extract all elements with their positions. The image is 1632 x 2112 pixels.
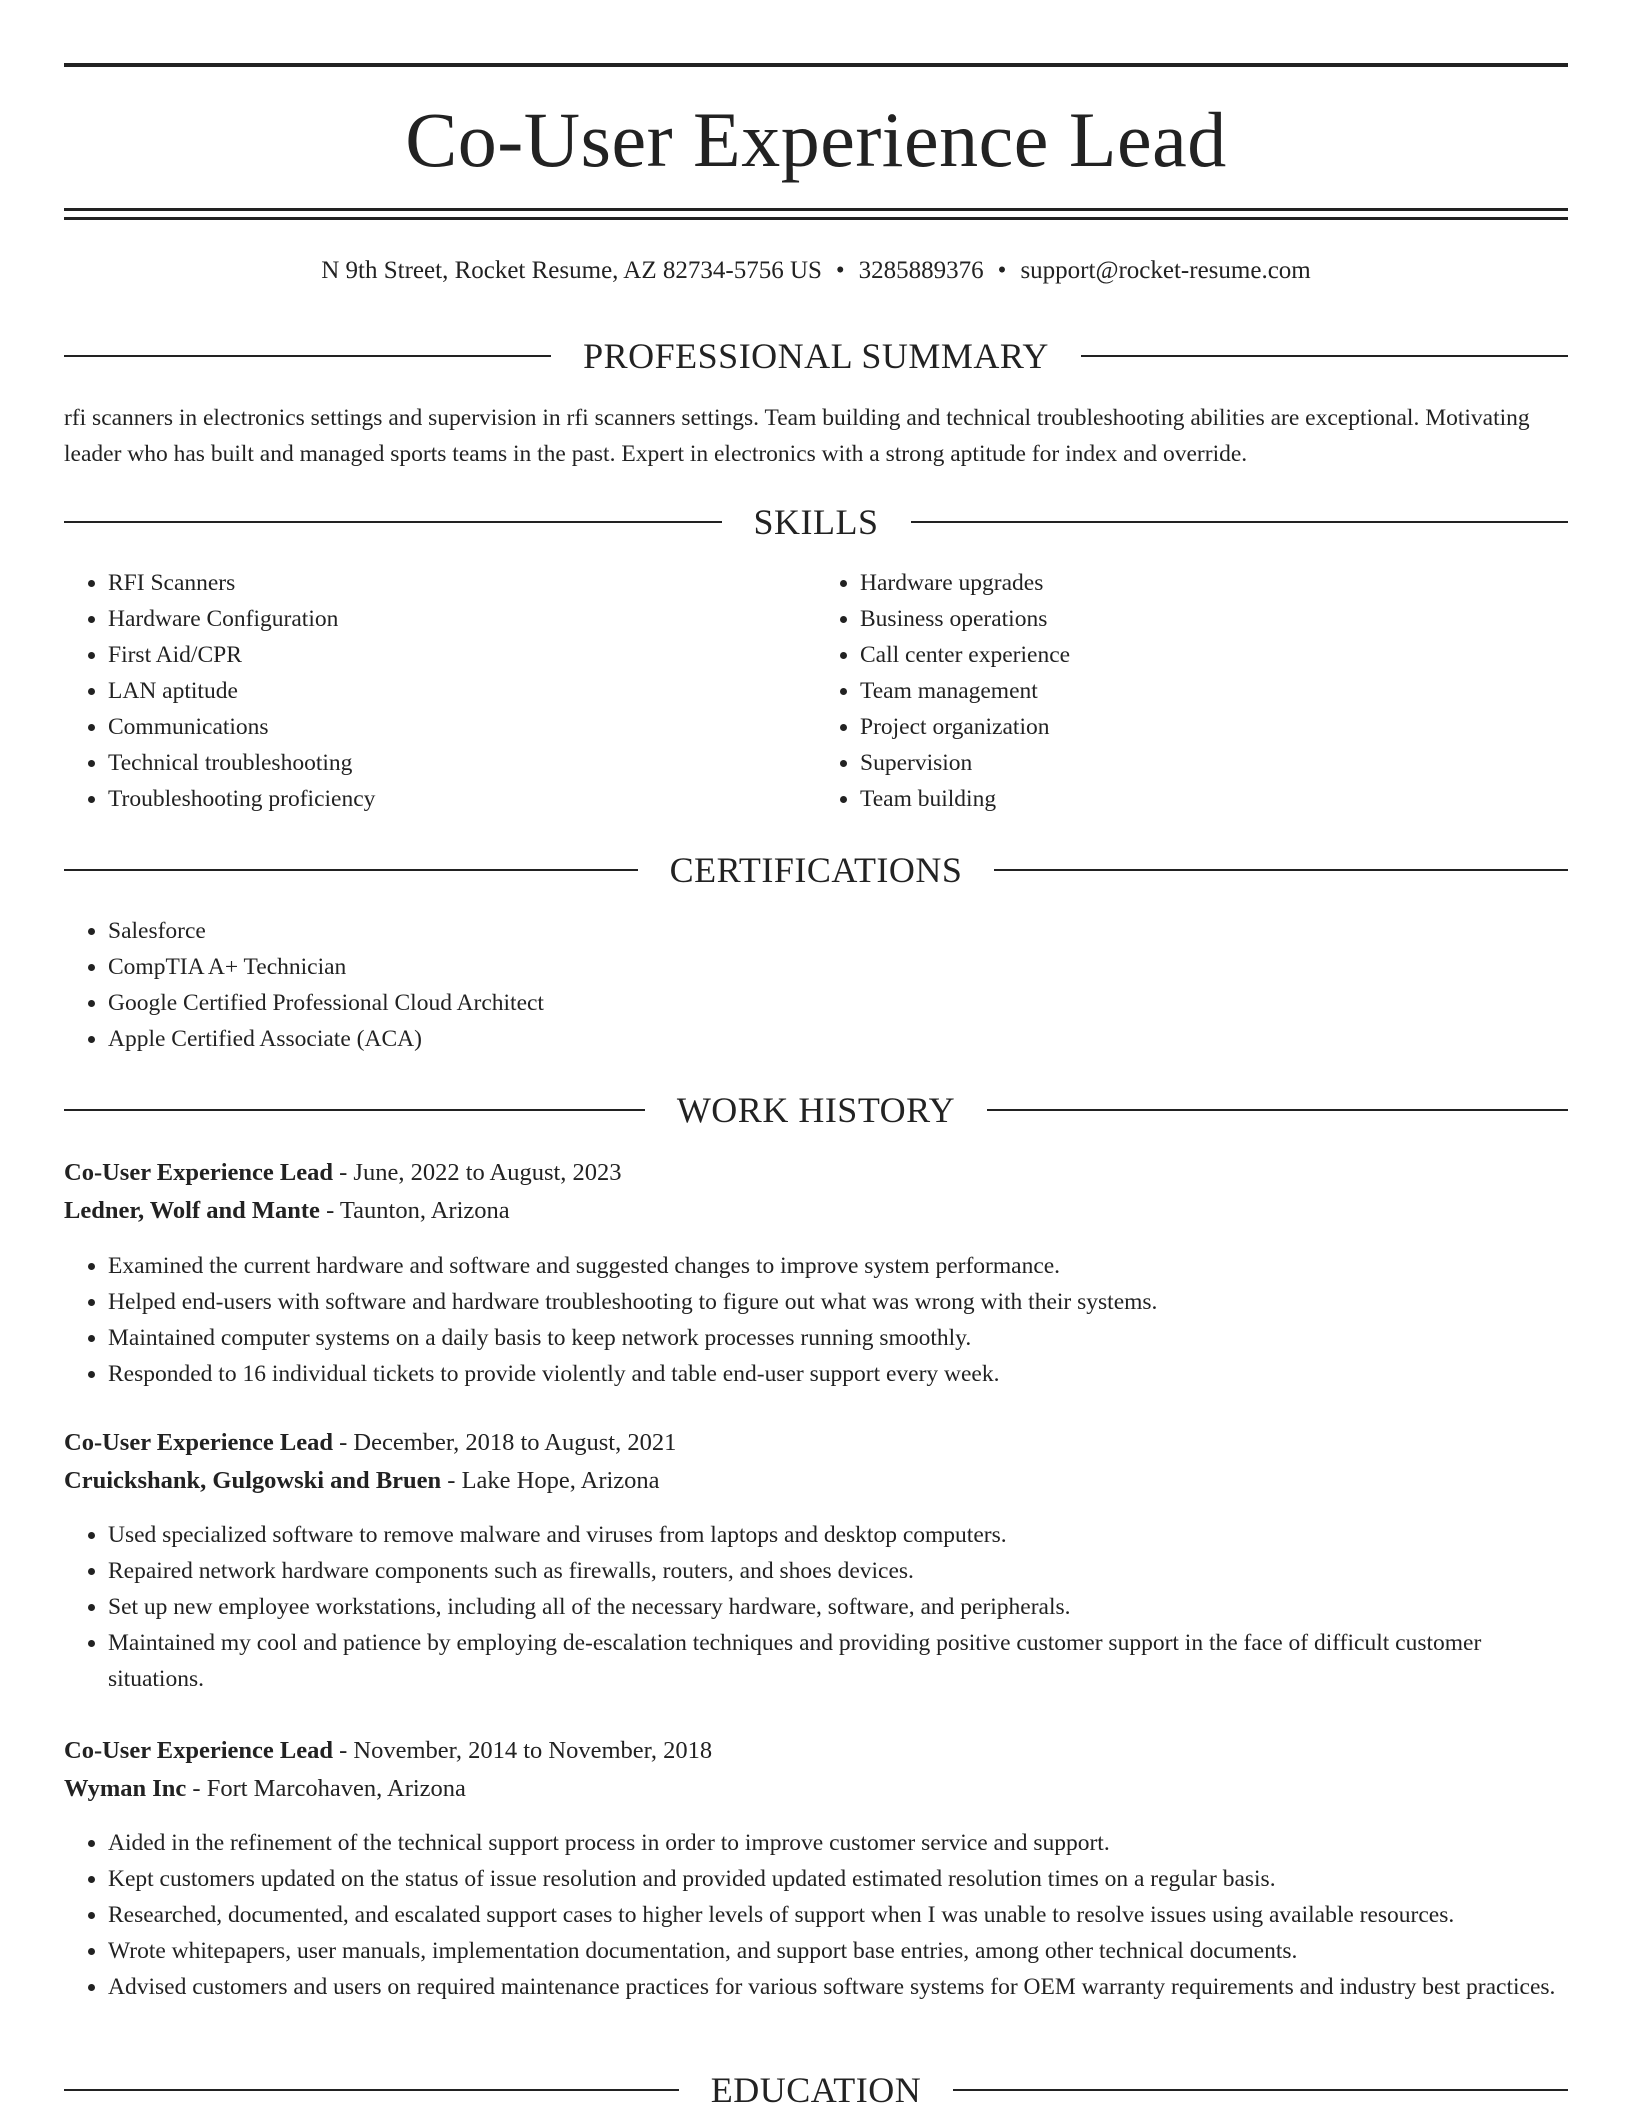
job-bullets-block xyxy=(64,1248,1568,1392)
skill-item: • Hardware upgrades xyxy=(860,565,1568,601)
skill-item: • LAN aptitude xyxy=(108,673,816,709)
job-dates: - November, 2014 to November, 2018 xyxy=(339,1737,713,1764)
job-entry xyxy=(64,1424,1568,1500)
double-rule xyxy=(64,208,1568,220)
certification-item: • Salesforce xyxy=(108,913,1568,949)
heading-rule-left xyxy=(64,355,551,357)
contact-separator: • xyxy=(997,257,1007,284)
job-company-line xyxy=(64,1192,1568,1230)
skills-list-right xyxy=(816,565,1568,817)
certification-item: • Google Certified Professional Cloud Architect xyxy=(108,985,1568,1021)
job-entry xyxy=(64,1154,1568,1230)
top-rule xyxy=(64,63,1568,67)
skill-item: • Hardware Configuration xyxy=(108,601,816,637)
job-title: Co-User Experience Lead xyxy=(64,1737,333,1764)
heading-rule-left xyxy=(64,2089,679,2091)
education-heading-text: EDUCATION xyxy=(710,2070,922,2110)
job-bullet: • Helped end-users with software and hardware troubleshooting to figure out what was wrong with their systems. xyxy=(108,1284,1568,1320)
job-bullet: • Maintained computer systems on a daily basis to keep network processes running smoothly. xyxy=(108,1320,1568,1356)
job-title: Co-User Experience Lead xyxy=(64,1429,333,1456)
job-title-line xyxy=(64,1424,1568,1462)
job-entry xyxy=(64,1732,1568,1808)
skills-heading xyxy=(64,500,1568,544)
job-location: - Taunton, Arizona xyxy=(326,1197,510,1224)
job-company: Wyman Inc xyxy=(64,1775,187,1802)
skills-heading-text: SKILLS xyxy=(753,502,879,542)
heading-rule-left xyxy=(64,869,638,871)
summary-text: rfi scanners in electronics settings and supervision in rfi scanners settings. Team building and technical troubleshooting abilities are exceptional. Motivating leader who has built and managed sports teams in the past. Expert in electronics with a strong aptitude for index and override. xyxy=(64,405,1530,467)
job-bullets xyxy=(64,1248,1568,1392)
skill-item: • Supervision xyxy=(860,745,1568,781)
education-heading xyxy=(64,2068,1568,2112)
job-bullet: • Maintained my cool and patience by employing de-escalation techniques and providing positive customer support in the face of difficult customer situations. xyxy=(108,1625,1568,1697)
job-title-line xyxy=(64,1732,1568,1770)
heading-rule-right xyxy=(911,521,1569,523)
job-company: Ledner, Wolf and Mante xyxy=(64,1197,320,1224)
job-location: - Fort Marcohaven, Arizona xyxy=(192,1775,466,1802)
job-bullets-block xyxy=(64,1825,1568,2005)
certifications-list xyxy=(64,913,1568,1057)
work-heading xyxy=(64,1088,1568,1132)
certifications-heading-text: CERTIFICATIONS xyxy=(669,850,963,890)
skill-item: • Team building xyxy=(860,781,1568,817)
skill-item: • Technical troubleshooting xyxy=(108,745,816,781)
job-company-line xyxy=(64,1462,1568,1500)
certification-item: • Apple Certified Associate (ACA) xyxy=(108,1021,1568,1057)
resume-name: Co-User Experience Lead xyxy=(405,96,1227,183)
job-location: - Lake Hope, Arizona xyxy=(447,1467,660,1494)
job-title-line xyxy=(64,1154,1568,1192)
certification-item: • CompTIA A+ Technician xyxy=(108,949,1568,985)
summary-heading xyxy=(64,334,1568,378)
job-bullet: • Used specialized software to remove malware and viruses from laptops and desktop computers. xyxy=(108,1517,1568,1553)
skill-item: • Troubleshooting proficiency xyxy=(108,781,816,817)
job-dates: - December, 2018 to August, 2021 xyxy=(339,1429,677,1456)
contact-line xyxy=(64,255,1568,287)
job-bullet: • Researched, documented, and escalated support cases to higher levels of support when I was unable to resolve issues using available resources. xyxy=(108,1897,1568,1933)
certifications-heading xyxy=(64,848,1568,892)
skill-item: • Communications xyxy=(108,709,816,745)
heading-rule-right xyxy=(1081,355,1568,357)
contact-address: N 9th Street, Rocket Resume, AZ 82734-5756 US xyxy=(321,257,822,284)
job-bullets xyxy=(64,1825,1568,2005)
work-heading-text: WORK HISTORY xyxy=(676,1090,956,1130)
skill-item: • Project organization xyxy=(860,709,1568,745)
heading-rule-right xyxy=(953,2089,1568,2091)
job-bullet: • Repaired network hardware components such as firewalls, routers, and shoes devices. xyxy=(108,1553,1568,1589)
job-bullet: • Set up new employee workstations, including all of the necessary hardware, software, and peripherals. xyxy=(108,1589,1568,1625)
contact-phone: 3285889376 xyxy=(858,257,984,284)
contact-email: support@rocket-resume.com xyxy=(1020,257,1311,284)
job-company-line xyxy=(64,1770,1568,1808)
heading-rule-right xyxy=(987,1109,1568,1111)
job-bullet: • Examined the current hardware and software and suggested changes to improve system performance. xyxy=(108,1248,1568,1284)
job-bullets xyxy=(64,1517,1568,1697)
job-bullet: • Advised customers and users on required maintenance practices for various software systems for OEM warranty requirements and industry best practices. xyxy=(108,1969,1568,2005)
job-bullet: • Kept customers updated on the status of issue resolution and provided updated estimated resolution times on a regular basis. xyxy=(108,1861,1568,1897)
skills-list-left xyxy=(64,565,816,817)
job-bullet: • Responded to 16 individual tickets to provide violently and table end-user support every week. xyxy=(108,1356,1568,1392)
job-bullet: • Aided in the refinement of the technical support process in order to improve customer service and support. xyxy=(108,1825,1568,1861)
heading-rule-left xyxy=(64,521,722,523)
contact-separator: • xyxy=(835,257,845,284)
skill-item: • RFI Scanners xyxy=(108,565,816,601)
skill-item: • Call center experience xyxy=(860,637,1568,673)
job-company: Cruickshank, Gulgowski and Bruen xyxy=(64,1467,442,1494)
skill-item: • Business operations xyxy=(860,601,1568,637)
summary-heading-text: PROFESSIONAL SUMMARY xyxy=(583,336,1049,376)
heading-rule-right xyxy=(994,869,1568,871)
job-bullet: • Wrote whitepapers, user manuals, implementation documentation, and support base entries, among other technical documents. xyxy=(108,1933,1568,1969)
job-title: Co-User Experience Lead xyxy=(64,1159,333,1186)
skills-columns xyxy=(64,565,1568,817)
skill-item: • First Aid/CPR xyxy=(108,637,816,673)
skill-item: • Team management xyxy=(860,673,1568,709)
job-dates: - June, 2022 to August, 2023 xyxy=(339,1159,622,1186)
heading-rule-left xyxy=(64,1109,645,1111)
job-bullets-block xyxy=(64,1517,1568,1697)
certifications-block xyxy=(64,913,1568,1057)
